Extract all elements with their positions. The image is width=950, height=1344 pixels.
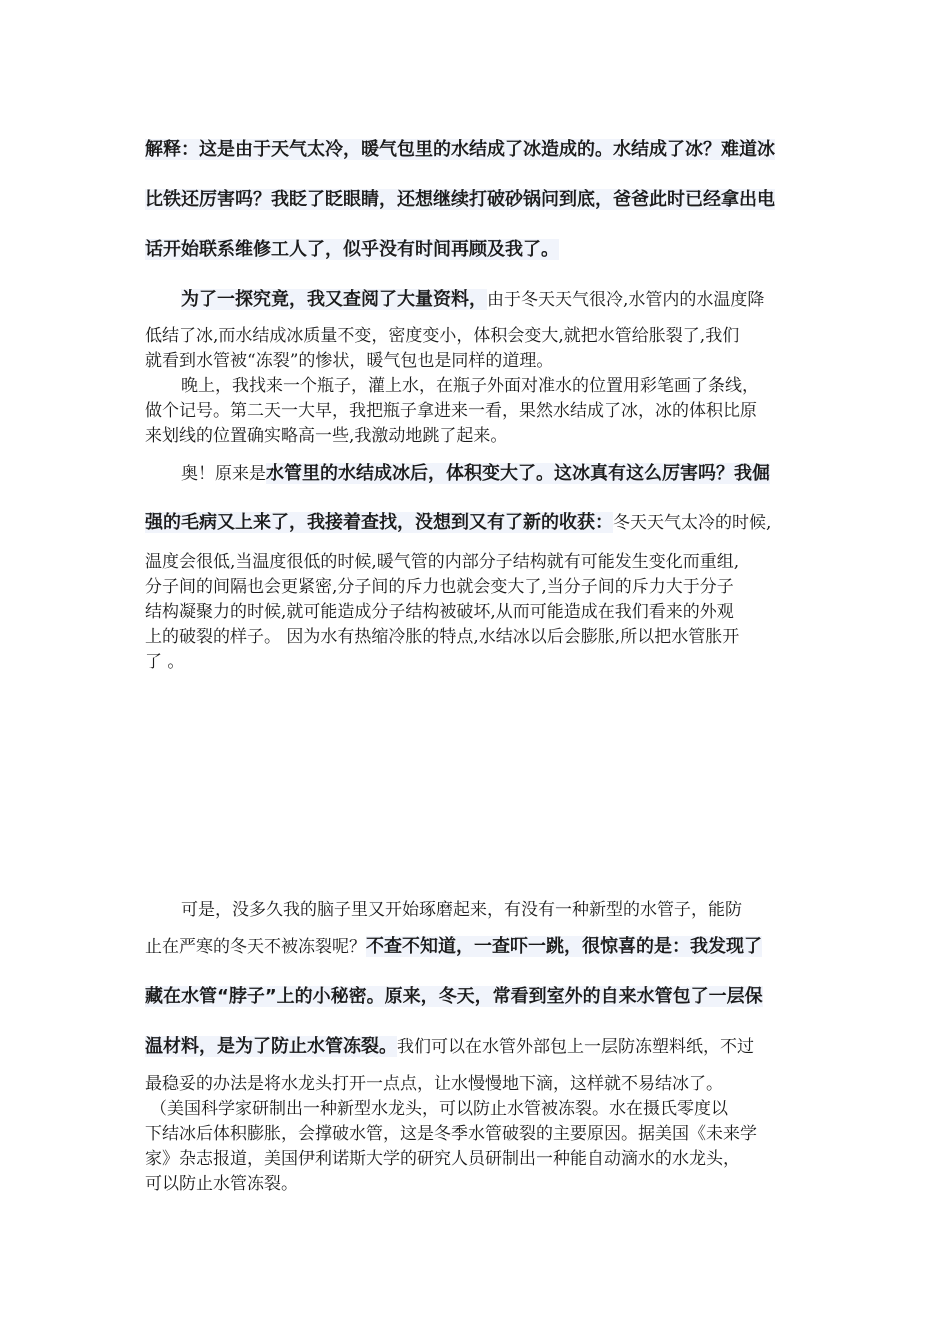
text-line: [145, 1122, 757, 1146]
body-text: 奥！原来是: [181, 464, 266, 484]
text-line: [145, 650, 184, 674]
body-text: 结构凝聚力的时候,就可能造成分子结构被破坏,从而可能造成在我们看来的外观: [145, 602, 734, 622]
text-line: [145, 935, 762, 959]
text-line: [145, 138, 775, 162]
body-text: 我们可以在水管外部包上一层防冻塑料纸，不过: [397, 1037, 754, 1057]
highlighted-text: 比铁还厉害吗？我眨了眨眼睛，还想继续打破砂锅问到底，爸爸此时已经拿出电: [145, 189, 775, 210]
text-line: [145, 399, 757, 423]
body-text: 下结冰后体积膨胀，会撑破水管，这是冬季水管破裂的主要原因。据美国《未来学: [145, 1124, 757, 1144]
body-text: 由于冬天天气很冷,水管内的水温度降: [487, 290, 765, 310]
text-line: [145, 324, 739, 348]
text-line: [145, 985, 763, 1009]
body-text: 就看到水管被“冻裂”的惨状，暖气包也是同样的道理。: [145, 351, 554, 371]
text-line: [150, 1097, 728, 1121]
text-line: [181, 288, 764, 312]
text-line: [145, 1172, 298, 1196]
body-text: 最稳妥的办法是将水龙头打开一点点，让水慢慢地下滴，这样就不易结冰了。: [145, 1074, 723, 1094]
text-line: [145, 625, 739, 649]
body-text: 做个记号。第二天一大早，我把瓶子拿进来一看，果然水结成了冰，冰的体积比原: [145, 401, 757, 421]
text-line: [145, 550, 739, 574]
text-line: [145, 1072, 723, 1096]
text-line: [181, 898, 742, 922]
text-line: [145, 1035, 754, 1059]
body-text: 低结了冰,而水结成冰质量不变，密度变小，体积会变大,就把水管给胀裂了,我们: [145, 326, 740, 346]
highlighted-text: 话开始联系维修工人了，似乎没有时间再顾及我了。: [145, 239, 559, 260]
body-text: 家》杂志报道，美国伊利诺斯大学的研究人员研制出一种能自动滴水的水龙头，: [145, 1149, 740, 1169]
body-text: 止在严寒的冬天不被冻裂呢？: [145, 937, 366, 957]
text-line: [181, 462, 770, 486]
highlighted-text: 为了一探究竟，我又查阅了大量资料，: [181, 289, 487, 310]
highlighted-text: 强的毛病又上来了，我接着查找，没想到又有了新的收获：: [145, 512, 613, 533]
text-line: [145, 575, 734, 599]
highlighted-text: 水管里的水结成冰后，体积变大了。这冰真有这么厉害吗？我倔: [266, 463, 770, 484]
body-text: 来划线的位置确实略高一些,我激动地跳了起来。: [145, 426, 508, 446]
text-line: [181, 374, 759, 398]
text-line: [145, 349, 553, 373]
body-text: 温度会很低,当温度很低的时候,暖气管的内部分子结构就有可能发生变化而重组,: [145, 552, 740, 572]
highlighted-text: 不查不知道，一查吓一跳，很惊喜的是：我发现了: [366, 936, 762, 957]
body-text: 分子间的间隔也会更紧密,分子间的斥力也就会变大了,当分子间的斥力大于分子: [145, 577, 734, 597]
body-text: 可是，没多久我的脑子里又开始琢磨起来，有没有一种新型的水管子，能防: [181, 900, 742, 920]
text-line: [145, 238, 559, 262]
text-line: [145, 1147, 740, 1171]
body-text: 冬天天气太冷的时候,: [613, 513, 772, 533]
body-text: 晚上，我找来一个瓶子，灌上水，在瓶子外面对准水的位置用彩笔画了条线，: [181, 376, 759, 396]
text-line: [145, 511, 771, 535]
body-text: 上的破裂的样子。 因为水有热缩冷胀的特点,水结冰以后会膨胀,所以把水管胀开: [145, 627, 740, 647]
body-text: （美国科学家研制出一种新型水龙头，可以防止水管被冻裂。水在摄氏零度以: [150, 1099, 728, 1119]
text-line: [145, 424, 507, 448]
text-line: [145, 188, 775, 212]
body-text: 可以防止水管冻裂。: [145, 1174, 298, 1194]
highlighted-text: 解释：这是由于天气太冷，暖气包里的水结成了冰造成的。水结成了冰？难道冰: [145, 139, 775, 160]
body-text: 了 。: [145, 652, 185, 672]
text-line: [145, 600, 734, 624]
highlighted-text: 藏在水管“脖子”上的小秘密。原来，冬天，常看到室外的自来水管包了一层保: [145, 986, 763, 1007]
highlighted-text: 温材料，是为了防止水管冻裂。: [145, 1036, 397, 1057]
